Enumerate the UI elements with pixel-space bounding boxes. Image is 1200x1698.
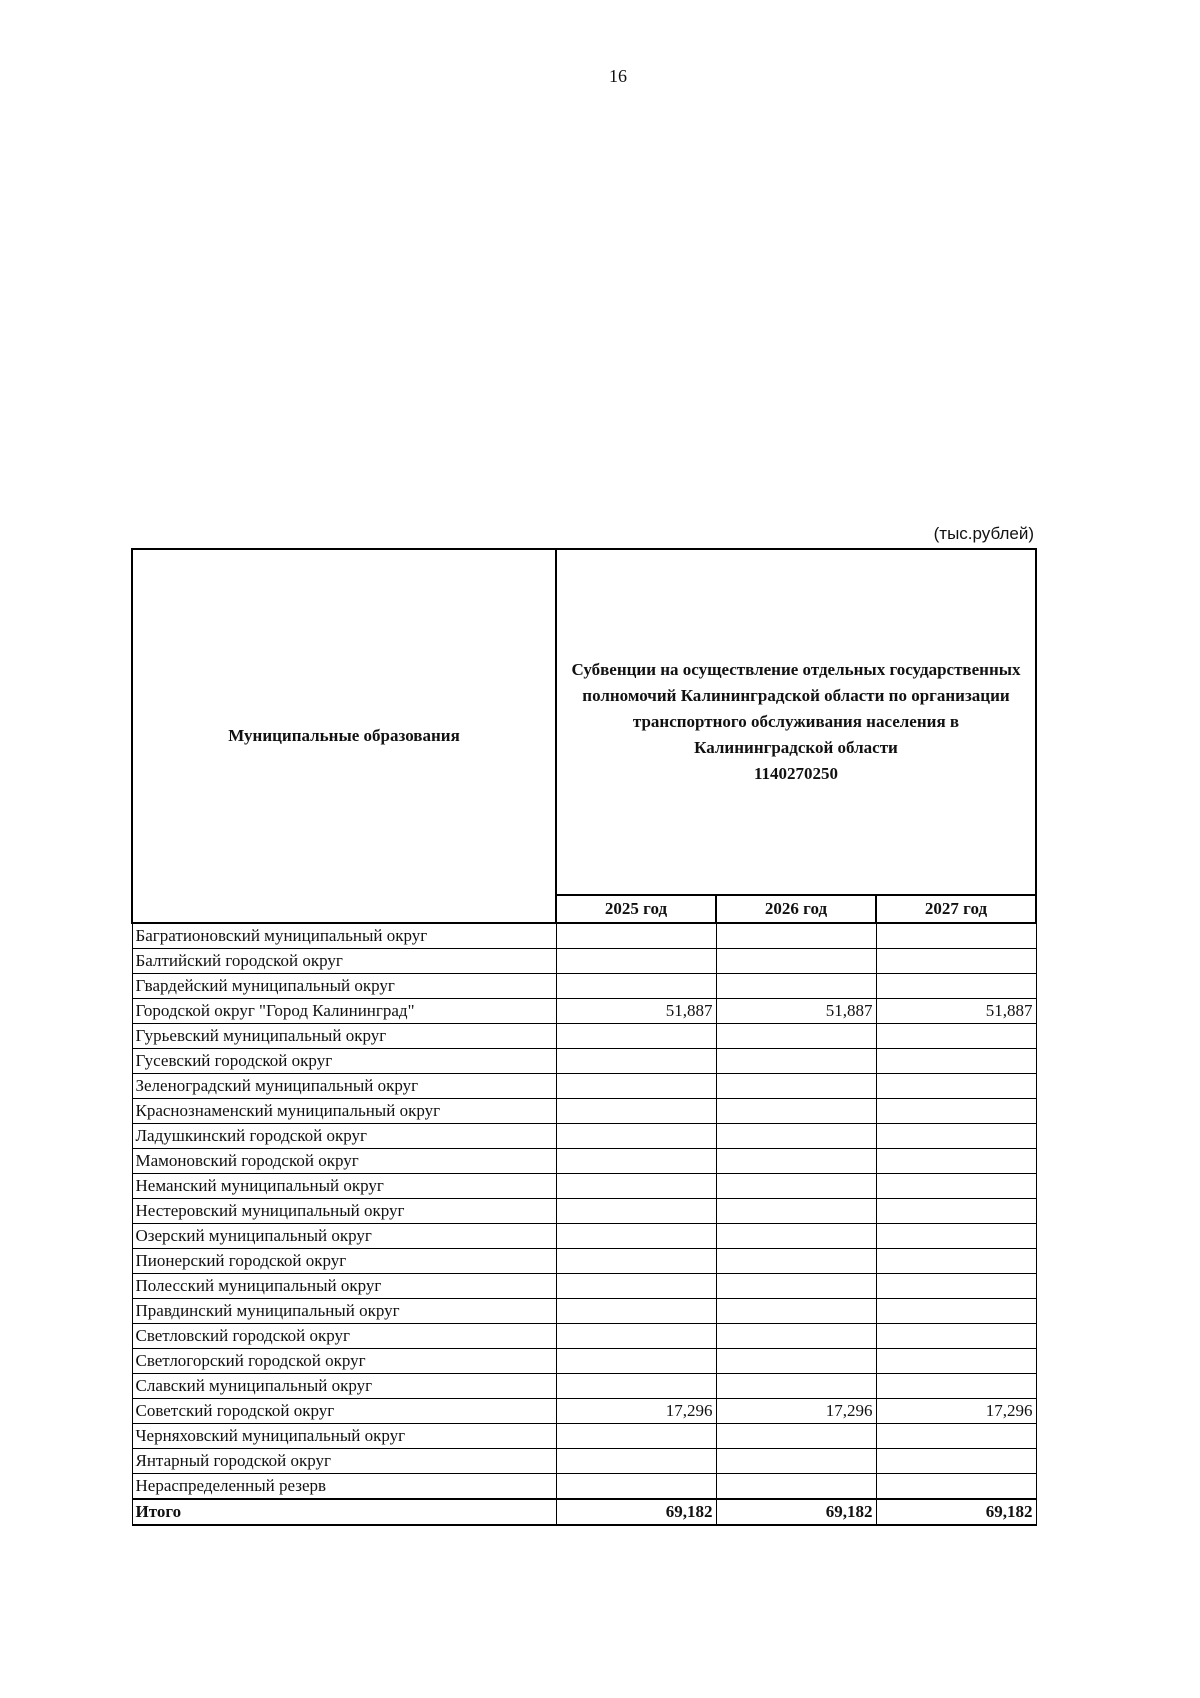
value-2027	[876, 1074, 1036, 1099]
value-2025	[556, 949, 716, 974]
value-2027	[876, 949, 1036, 974]
value-2027: 17,296	[876, 1399, 1036, 1424]
table-row	[132, 1224, 1036, 1249]
value-2026	[716, 1174, 876, 1199]
value-2027	[876, 1474, 1036, 1500]
value-2026	[716, 949, 876, 974]
value-2025	[556, 1374, 716, 1399]
value-2027	[876, 923, 1036, 949]
value-2027: 51,887	[876, 999, 1036, 1024]
total-row	[132, 1499, 1036, 1525]
value-2025	[556, 923, 716, 949]
municipality-name: Озерский муниципальный округ	[132, 1224, 556, 1249]
value-2027	[876, 1424, 1036, 1449]
value-2025	[556, 1474, 716, 1500]
table-row	[132, 1274, 1036, 1299]
value-2026	[716, 1349, 876, 1374]
value-2026	[716, 1424, 876, 1449]
municipality-name: Светловский городской округ	[132, 1324, 556, 1349]
table-row	[132, 1249, 1036, 1274]
value-2026	[716, 1474, 876, 1500]
municipality-name: Полесский муниципальный округ	[132, 1274, 556, 1299]
header-municipalities: Муниципальные образования	[132, 549, 556, 923]
table-row	[132, 1049, 1036, 1074]
municipality-name: Гвардейский муниципальный округ	[132, 974, 556, 999]
value-2026: 51,887	[716, 999, 876, 1024]
table-row	[132, 974, 1036, 999]
total-2027: 69,182	[876, 1499, 1036, 1525]
value-2027	[876, 1174, 1036, 1199]
value-2026	[716, 1224, 876, 1249]
municipality-name: Краснознаменский муниципальный округ	[132, 1099, 556, 1124]
municipality-name: Балтийский городской округ	[132, 949, 556, 974]
value-2025	[556, 1049, 716, 1074]
municipality-name: Пионерский городской округ	[132, 1249, 556, 1274]
table-row	[132, 923, 1036, 949]
value-2027	[876, 974, 1036, 999]
value-2025	[556, 1349, 716, 1374]
value-2027	[876, 1299, 1036, 1324]
total-2026: 69,182	[716, 1499, 876, 1525]
subvention-code: 1140270250	[753, 764, 839, 783]
value-2027	[876, 1324, 1036, 1349]
table-body	[132, 923, 1036, 1499]
municipality-name: Багратионовский муниципальный округ	[132, 923, 556, 949]
value-2025	[556, 974, 716, 999]
value-2027	[876, 1124, 1036, 1149]
municipality-name: Городской округ "Город Калининград"	[132, 999, 556, 1024]
value-2026	[716, 1024, 876, 1049]
municipality-name: Черняховский муниципальный округ	[132, 1424, 556, 1449]
value-2026	[716, 1299, 876, 1324]
table-row	[132, 1399, 1036, 1424]
value-2026	[716, 1249, 876, 1274]
value-2026	[716, 923, 876, 949]
table-row	[132, 1324, 1036, 1349]
header-subvention	[556, 549, 1036, 895]
municipality-name: Ладушкинский городской округ	[132, 1124, 556, 1149]
value-2025: 51,887	[556, 999, 716, 1024]
value-2026	[716, 1074, 876, 1099]
value-2027	[876, 1149, 1036, 1174]
municipality-name: Мамоновский городской округ	[132, 1149, 556, 1174]
value-2025	[556, 1099, 716, 1124]
value-2026	[716, 974, 876, 999]
value-2025	[556, 1249, 716, 1274]
value-2026	[716, 1199, 876, 1224]
table-row	[132, 1024, 1036, 1049]
value-2026	[716, 1449, 876, 1474]
total-2025: 69,182	[556, 1499, 716, 1525]
municipality-name: Неманский муниципальный округ	[132, 1174, 556, 1199]
municipality-name: Правдинский муниципальный округ	[132, 1299, 556, 1324]
value-2027	[876, 1374, 1036, 1399]
value-2025	[556, 1324, 716, 1349]
table-row	[132, 1199, 1036, 1224]
total-label: Итого	[132, 1499, 556, 1525]
value-2026	[716, 1149, 876, 1174]
value-2026	[716, 1124, 876, 1149]
value-2025	[556, 1149, 716, 1174]
value-2026	[716, 1274, 876, 1299]
subvention-table	[131, 548, 1037, 1526]
municipality-name: Советский городской округ	[132, 1399, 556, 1424]
value-2027	[876, 1024, 1036, 1049]
page-number: 16	[609, 66, 627, 86]
municipality-name: Нестеровский муниципальный округ	[132, 1199, 556, 1224]
year-header-2025: 2025 год	[556, 895, 716, 923]
municipality-name: Зеленоградский муниципальный округ	[132, 1074, 556, 1099]
value-2025	[556, 1299, 716, 1324]
municipality-name: Янтарный городской округ	[132, 1449, 556, 1474]
value-2025	[556, 1199, 716, 1224]
value-2026	[716, 1374, 876, 1399]
value-2025: 17,296	[556, 1399, 716, 1424]
value-2026: 17,296	[716, 1399, 876, 1424]
value-2026	[716, 1099, 876, 1124]
value-2025	[556, 1424, 716, 1449]
table-row	[132, 1099, 1036, 1124]
table-row	[132, 999, 1036, 1024]
table-row	[132, 1149, 1036, 1174]
year-header-2027: 2027 год	[876, 895, 1036, 923]
year-header-2026: 2026 год	[716, 895, 876, 923]
table-row	[132, 1174, 1036, 1199]
value-2026	[716, 1324, 876, 1349]
table-row	[132, 1349, 1036, 1374]
value-2027	[876, 1049, 1036, 1074]
table-row	[132, 1449, 1036, 1474]
value-2027	[876, 1199, 1036, 1224]
value-2027	[876, 1274, 1036, 1299]
value-2025	[556, 1074, 716, 1099]
value-2027	[876, 1099, 1036, 1124]
table-row	[132, 1124, 1036, 1149]
value-2025	[556, 1274, 716, 1299]
subvention-title: Субвенции на осуществление отдельных государственных полномочий Калининградской области по организации транспортного обслуживания населения в Калининградской области	[571, 660, 1021, 757]
municipality-name: Гусевский городской округ	[132, 1049, 556, 1074]
value-2027	[876, 1224, 1036, 1249]
table-row	[132, 949, 1036, 974]
municipality-name: Славский муниципальный округ	[132, 1374, 556, 1399]
municipality-name: Гурьевский муниципальный округ	[132, 1024, 556, 1049]
table-row	[132, 1424, 1036, 1449]
value-2026	[716, 1049, 876, 1074]
value-2025	[556, 1449, 716, 1474]
municipality-name: Светлогорский городской округ	[132, 1349, 556, 1374]
value-2027	[876, 1449, 1036, 1474]
value-2025	[556, 1024, 716, 1049]
value-2025	[556, 1174, 716, 1199]
table-row	[132, 1299, 1036, 1324]
value-2027	[876, 1349, 1036, 1374]
value-2025	[556, 1124, 716, 1149]
table-row	[132, 1474, 1036, 1500]
units-label: (тыс.рублей)	[933, 524, 1034, 543]
municipality-name: Нераспределенный резерв	[132, 1474, 556, 1500]
value-2027	[876, 1249, 1036, 1274]
table-row	[132, 1074, 1036, 1099]
table-row	[132, 1374, 1036, 1399]
value-2025	[556, 1224, 716, 1249]
